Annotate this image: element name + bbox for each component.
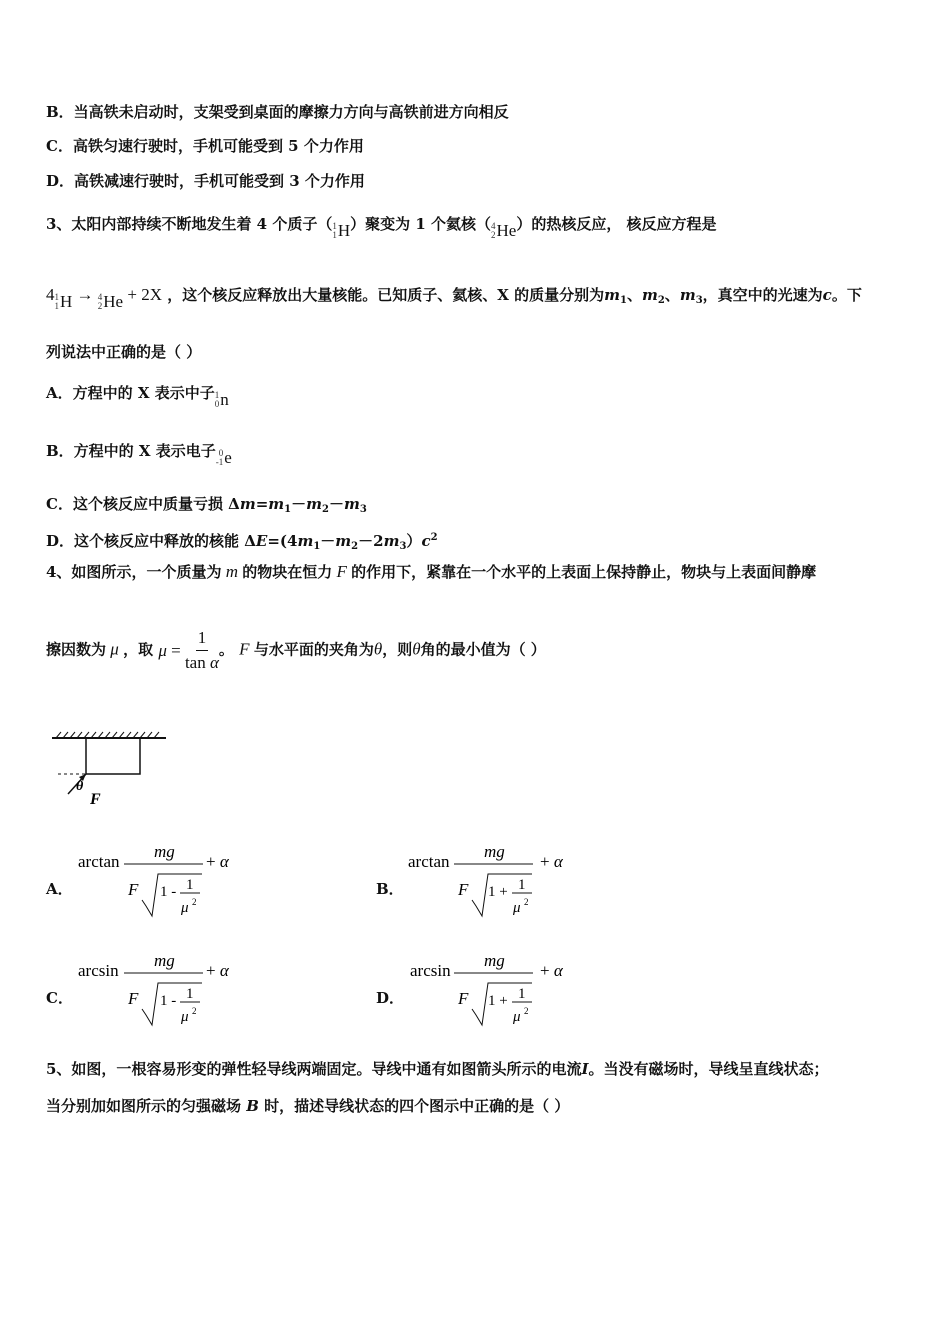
svg-text:1 +: 1 + (488, 993, 508, 1009)
q3-equation-line: 4 1 1 H → 4 2 He + 2X ，这个核反应释放出大量核能。已知质子、氦核、X 的质量分别为$m_1$、$m_2$、$m_3$，真空中的光速为c。下 (46, 285, 862, 311)
svg-text:+ α: + α (206, 961, 229, 980)
svg-text:μ: μ (181, 1009, 189, 1025)
svg-text:1: 1 (186, 877, 194, 893)
force-label: F (90, 791, 101, 808)
q4-option-d-label: D． (376, 989, 405, 1007)
svg-text:F: F (128, 880, 139, 899)
q4-formula-b (408, 840, 578, 925)
svg-text:1 -: 1 - (160, 993, 177, 1009)
q2-option-b: B．当高铁未启动时，支架受到桌面的摩擦力方向与高铁前进方向相反 (46, 103, 509, 121)
svg-text:mg: mg (484, 951, 505, 970)
q4-option-a-label: A． (46, 880, 73, 898)
q5-stem-line1: 5、如图，一根容易形变的弹性轻导线两端固定。导线中通有如图箭头所示的电流I。当没有磁场时，导线呈直线状态； (46, 1060, 829, 1078)
q3-option-c: C．这个核反应中质量亏损 $\Delta m=m_1-m_2-m_3$ (46, 495, 367, 515)
q4-formula-c (78, 949, 248, 1034)
q4-stem-line2: 擦因数为 μ ，取 μ = $\frac{1}{\text{tan α}}$ 。 F 与水平面的夹角为θ，则θ角的最小值为（ ） (46, 628, 546, 672)
svg-text:+ α: + α (206, 852, 229, 871)
svg-text:arcsin: arcsin (410, 961, 451, 980)
svg-text:arctan: arctan (408, 852, 450, 871)
svg-text:mg: mg (154, 842, 175, 861)
svg-text:2: 2 (524, 1006, 529, 1016)
svg-text:mg: mg (154, 951, 175, 970)
svg-text:1: 1 (518, 877, 526, 893)
q4-formula-a (78, 840, 248, 925)
svg-text:+ α: + α (540, 852, 563, 871)
q3-stem-end: 列说法中正确的是（ ） (46, 343, 202, 361)
q5-stem-line2: 当分别加如图所示的匀强磁场 B 时，描述导线状态的四个图示中正确的是（ ） (46, 1097, 570, 1115)
svg-text:2: 2 (192, 897, 197, 907)
svg-text:1: 1 (518, 986, 526, 1002)
svg-text:1 -: 1 - (160, 884, 177, 900)
q4-stem: 4、如图所示，一个质量为 m 的物块在恒力 F 的作用下，紧靠在一个水平的上表面上保持静止，物块与上表面间静摩 (46, 562, 817, 581)
q4-option-c-label: C． (46, 989, 73, 1007)
svg-text:1 +: 1 + (488, 884, 508, 900)
svg-text:μ: μ (181, 900, 189, 916)
proton-symbol: 1 1 H (332, 221, 351, 240)
q3-option-a: A．方程中的 X 表示中子 1 0 n (46, 384, 229, 409)
svg-text:F: F (458, 880, 469, 899)
q3-stem: 3、太阳内部持续不断地发生着 4 个质子（ 1 1 H ）聚变为 1 个氦核（ 4 2 He ）的热核反应， 核反应方程是 (46, 215, 717, 240)
theta-label: θ (76, 779, 84, 794)
q3-option-b: B．方程中的 X 表示电子 0 -1 e (46, 442, 232, 467)
q3-option-d: D．这个核反应中释放的核能 $\Delta E=(4m_1-m_2-2m_3)c^2$ (46, 532, 438, 552)
svg-text:F: F (458, 989, 469, 1008)
q4-formula-d (410, 949, 580, 1034)
svg-text:μ: μ (513, 900, 521, 916)
helium-symbol: 4 2 He (491, 221, 517, 240)
svg-text:F: F (128, 989, 139, 1008)
svg-text:1: 1 (186, 986, 194, 1002)
q4-figure (48, 728, 173, 808)
svg-text:mg: mg (484, 842, 505, 861)
q4-option-b-label: B． (376, 880, 404, 898)
q2-option-d: D．高铁减速行驶时，手机可能受到 3 个力作用 (46, 172, 365, 190)
svg-text:μ: μ (513, 1009, 521, 1025)
svg-text:2: 2 (524, 897, 529, 907)
svg-text:arcsin: arcsin (78, 961, 119, 980)
q2-option-c: C．高铁匀速行驶时，手机可能受到 5 个力作用 (46, 137, 364, 155)
svg-text:2: 2 (192, 1006, 197, 1016)
svg-text:arctan: arctan (78, 852, 120, 871)
svg-text:+ α: + α (540, 961, 563, 980)
